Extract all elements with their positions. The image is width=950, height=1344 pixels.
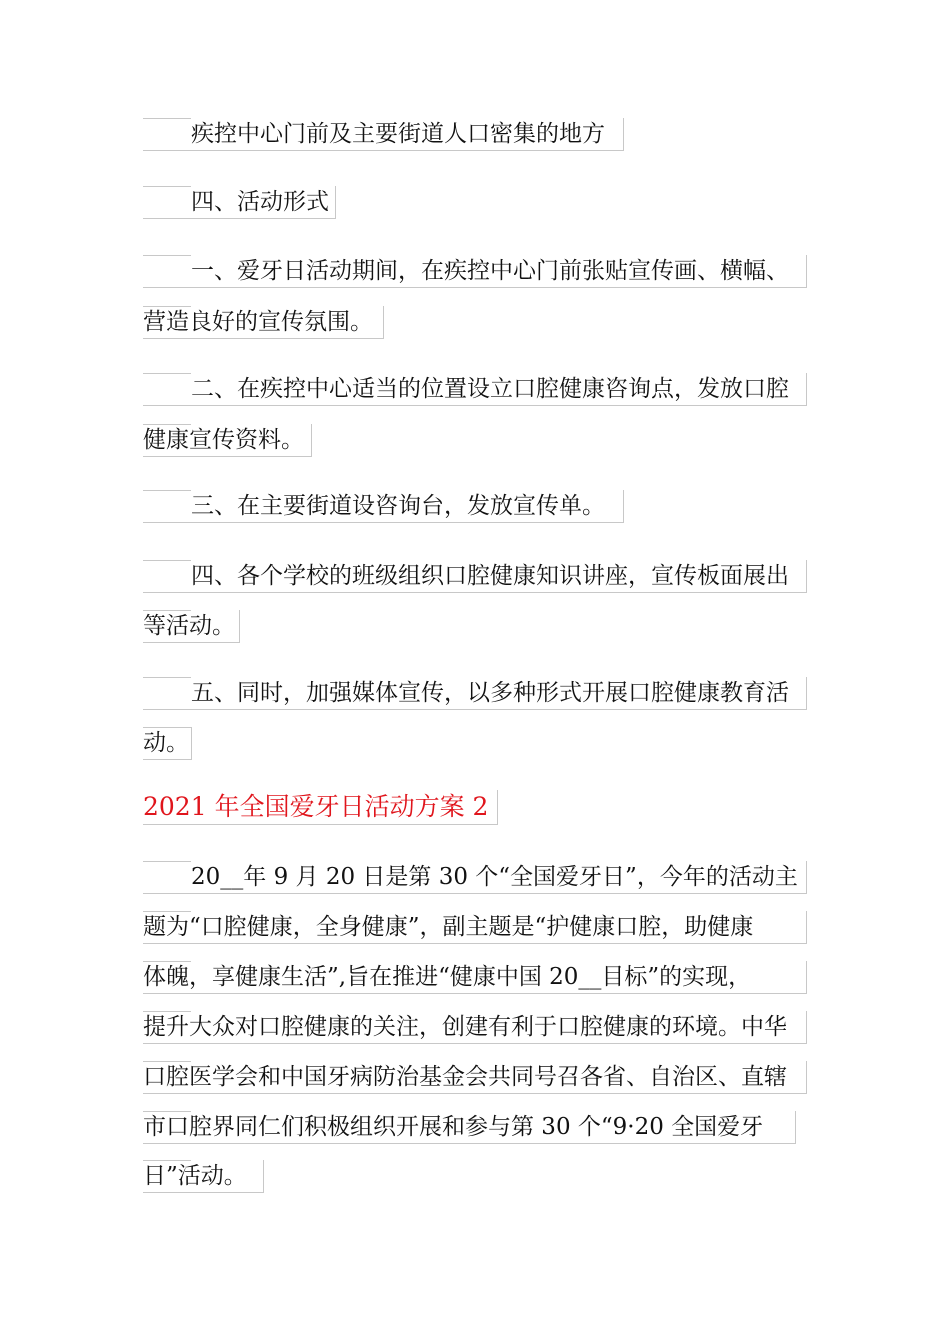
line-p6a: 四、各个学校的班级组织口腔健康知识讲座，宣传板面展出 <box>143 560 807 593</box>
section-heading: 2021 年全国爱牙日活动方案 2 <box>143 790 498 825</box>
line-p2: 四、活动形式 <box>143 186 336 219</box>
line-p7b: 动。 <box>143 727 192 760</box>
body-line-1: 20__年 9 月 20 日是第 30 个“全国爱牙日”，今年的活动主 <box>143 861 807 894</box>
body-line-2: 题为“口腔健康，全身健康”，副主题是“护健康口腔，助健康 <box>143 911 807 944</box>
line-p6b: 等活动。 <box>143 610 240 643</box>
line-p4b: 健康宣传资料。 <box>143 424 312 457</box>
body-line-5: 口腔医学会和中国牙病防治基金会共同号召各省、自治区、直辖 <box>143 1061 807 1094</box>
body-line-4: 提升大众对口腔健康的关注，创建有利于口腔健康的环境。中华 <box>143 1011 807 1044</box>
line-p1: 疾控中心门前及主要街道人口密集的地方 <box>143 118 624 151</box>
line-p4a: 二、在疾控中心适当的位置设立口腔健康咨询点，发放口腔 <box>143 373 807 406</box>
line-p3b: 营造良好的宣传氛围。 <box>143 306 384 339</box>
body-line-6: 市口腔界同仁们积极组织开展和参与第 30 个“9·20 全国爱牙 <box>143 1111 796 1144</box>
line-p3a: 一、爱牙日活动期间，在疾控中心门前张贴宣传画、横幅、 <box>143 255 807 288</box>
body-line-7: 日”活动。 <box>143 1160 264 1193</box>
body-line-3: 体魄，享健康生活”,旨在推进“健康中国 20__目标”的实现， <box>143 961 807 994</box>
line-p5: 三、在主要街道设咨询台，发放宣传单。 <box>143 490 624 523</box>
line-p7a: 五、同时，加强媒体宣传，以多种形式开展口腔健康教育活 <box>143 677 807 710</box>
